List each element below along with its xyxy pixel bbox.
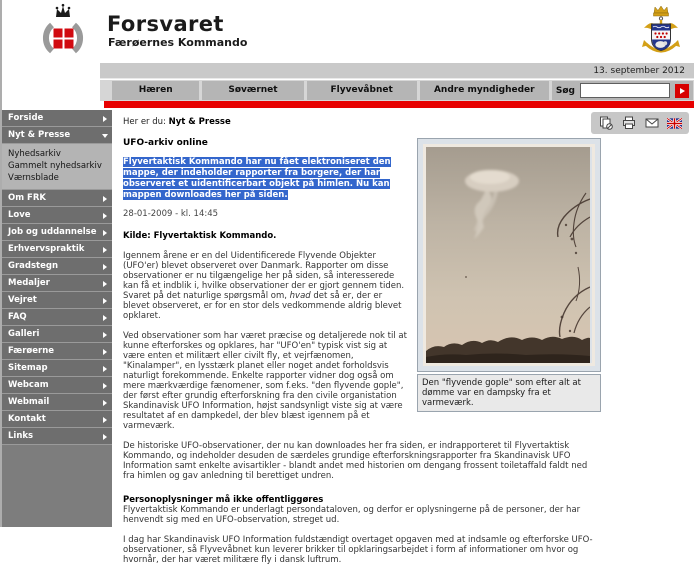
section-heading: Personoplysninger må ikke offentliggøres <box>123 495 324 505</box>
search-area <box>552 81 693 100</box>
main-content <box>115 108 694 565</box>
ufo-photo <box>423 144 595 366</box>
sidebar-subitem-vaernsblade[interactable]: Værnsblade <box>8 173 59 183</box>
sidebar-subitem-nyhedsarkiv[interactable]: Nyhedsarkiv <box>8 149 61 159</box>
sidebar-submenu <box>2 144 112 190</box>
chevron-right-icon <box>103 230 107 236</box>
search-label: Søg <box>555 85 575 96</box>
selected-text: Flyvertaktisk Kommando har nu fået elektroniseret den mappe, der indeholder rapporter fra borgere, der har observeret et uidentificerbart objekt på himlen. Nu kan mappen downloades her på siden. <box>123 157 391 200</box>
sidebar-item-forside[interactable]: Forside <box>2 110 112 127</box>
sidebar-item-galleri[interactable]: Galleri <box>2 326 112 343</box>
sidebar-item-webcam[interactable]: Webcam <box>2 377 112 394</box>
sidebar-subitem-gammelt-nyhedsarkiv[interactable]: Gammelt nyhedsarkiv <box>8 161 102 171</box>
chevron-down-icon <box>102 134 108 138</box>
chevron-right-icon <box>103 400 107 406</box>
photo-frame <box>417 138 601 372</box>
page-tools-toolbar <box>591 112 689 134</box>
site-subtitle: Færøernes Kommando <box>108 36 248 49</box>
sidebar-item-love[interactable]: Love <box>2 207 112 224</box>
forsvaret-logo-icon <box>32 3 94 64</box>
paragraph-2: Ved observationer som har været præcise og detaljerede nok til at kunne efterforskes og opklares, har "UFO'en" typisk vist sig at være enten et militært eller civilt fly, et vejrfænomen, "Kinalamper", en lysstærk planet eller noget andet forholdsvis naturligt forekommende. Enkelte rapporter vidner dog også om mere mærkværdige fænomener, som f.eks. "den flyvende gople", der først efter grundig efterforskning fra den civile organistation Skandinavisk UFO Information, højst sandsynligt viste sig at være resultatet af en dampkedel, der blev blæst igennem på et varmeværk. <box>123 331 407 431</box>
breadcrumb: Her er du: Nyt & Presse <box>123 117 231 127</box>
nav-item-haeren[interactable]: Hæren <box>112 81 199 100</box>
sidebar-navigation <box>2 110 112 527</box>
chevron-right-icon <box>103 366 107 372</box>
search-submit-button[interactable] <box>675 84 689 98</box>
nav-item-flyvevabnet[interactable]: Flyvevåbnet <box>307 81 417 100</box>
paragraph-4: Flyvertaktisk Kommando er underlagt persondataloven, og derfor er oplysningerne på de personer, der har henvendt sig med en UFO-observation, streget ud. <box>123 505 581 525</box>
sidebar-item-erhvervspraktik[interactable]: Erhvervspraktik <box>2 241 112 258</box>
chevron-right-icon <box>103 281 107 287</box>
chevron-right-icon <box>103 383 107 389</box>
sidebar-item-sitemap[interactable]: Sitemap <box>2 360 112 377</box>
site-header <box>2 0 700 62</box>
mail-icon[interactable] <box>644 116 659 130</box>
site-title: Forsvaret <box>107 12 224 36</box>
chevron-right-icon <box>103 349 107 355</box>
chevron-right-icon <box>103 213 107 219</box>
sidebar-item-faeroerne[interactable]: Færøerne <box>2 343 112 360</box>
chevron-right-icon <box>103 116 107 122</box>
sidebar-item-nyt-presse[interactable]: Nyt & Presse <box>2 127 112 144</box>
english-flag-icon[interactable] <box>667 116 682 130</box>
print-icon[interactable] <box>621 116 636 130</box>
sidebar-item-medaljer[interactable]: Medaljer <box>2 275 112 292</box>
chevron-right-icon <box>103 434 107 440</box>
source-line: Kilde: Flyvertaktisk Kommando. <box>123 231 277 241</box>
paragraph-1: Igennem årene er en del Uidentificerede Flyvende Objekter (UFO'er) blevet observeret over Danmark. Rapporter om disse observationer er nu tilgængelige her på siden, så interesserede kan få et indblik i, hvilke observationer der er gjort gennem tiden. Svaret på det naturlige spørgsmål om, hvad det så er, der er blevet observeret, er for en stor dels vedkommende aldrig blevet opklaret. <box>123 251 405 321</box>
sidebar-item-faq[interactable]: FAQ <box>2 309 112 326</box>
sidebar-item-vejret[interactable]: Vejret <box>2 292 112 309</box>
sidebar-item-kontakt[interactable]: Kontakt <box>2 411 112 428</box>
chevron-right-icon <box>103 332 107 338</box>
nav-item-sovaernet[interactable]: Søværnet <box>202 81 303 100</box>
paragraph-5: I dag har Skandinavisk UFO Information fuldstændigt overtaget opgaven med at indsamle og efterforske UFO-observationer, så Flyvevåbnet kun leverer brikker til opklaringsarbejdet i form af informationer om hvor og hvornår, der har været militære fly i dansk luftrum. <box>123 535 593 565</box>
chevron-right-icon <box>103 264 107 270</box>
chevron-right-icon <box>103 298 107 304</box>
command-coat-of-arms-icon <box>638 4 684 64</box>
copy-page-icon[interactable] <box>598 116 613 130</box>
red-accent-bar <box>104 101 694 108</box>
publish-date: 28-01-2009 - kl. 14:45 <box>123 209 219 219</box>
arrow-right-icon <box>680 88 685 94</box>
sidebar-item-gradstegn[interactable]: Gradstegn <box>2 258 112 275</box>
article-photo-box <box>417 138 601 412</box>
breadcrumb-current[interactable]: Nyt & Presse <box>168 117 231 127</box>
article <box>123 138 601 575</box>
article-title: UFO-arkiv online <box>123 138 208 148</box>
sidebar-item-links[interactable]: Links <box>2 428 112 445</box>
chevron-right-icon <box>103 315 107 321</box>
sidebar-item-webmail[interactable]: Webmail <box>2 394 112 411</box>
chevron-right-icon <box>103 417 107 423</box>
nav-item-andre-myndigheder[interactable]: Andre myndigheder <box>420 81 549 100</box>
photo-caption: Den "flyvende gople" som efter alt at dømme var en dampsky fra et varmeværk. <box>417 374 601 412</box>
chevron-right-icon <box>103 196 107 202</box>
sidebar-item-job-og-uddannelse[interactable]: Job og uddannelse <box>2 224 112 241</box>
date-bar: 13. september 2012 <box>100 63 694 79</box>
sidebar-item-om-frk[interactable]: Om FRK <box>2 190 112 207</box>
emphasis-hvad: hvad <box>289 291 311 301</box>
search-input[interactable] <box>580 83 670 98</box>
chevron-right-icon <box>103 247 107 253</box>
paragraph-3: De historiske UFO-observationer, der nu kan downloades her fra siden, er indrapporteret til Flyvertaktisk Kommando, og indeholder desuden de særdeles grundige efterforskningsrapporter fra Skandinavisk UFO Information samt enkelte avisartikler - blandt andet med historien om dengang frossent toiletaffald faldt ned fra himlen og gav anledning til berettiget undren. <box>123 441 588 481</box>
top-navigation <box>100 80 694 101</box>
